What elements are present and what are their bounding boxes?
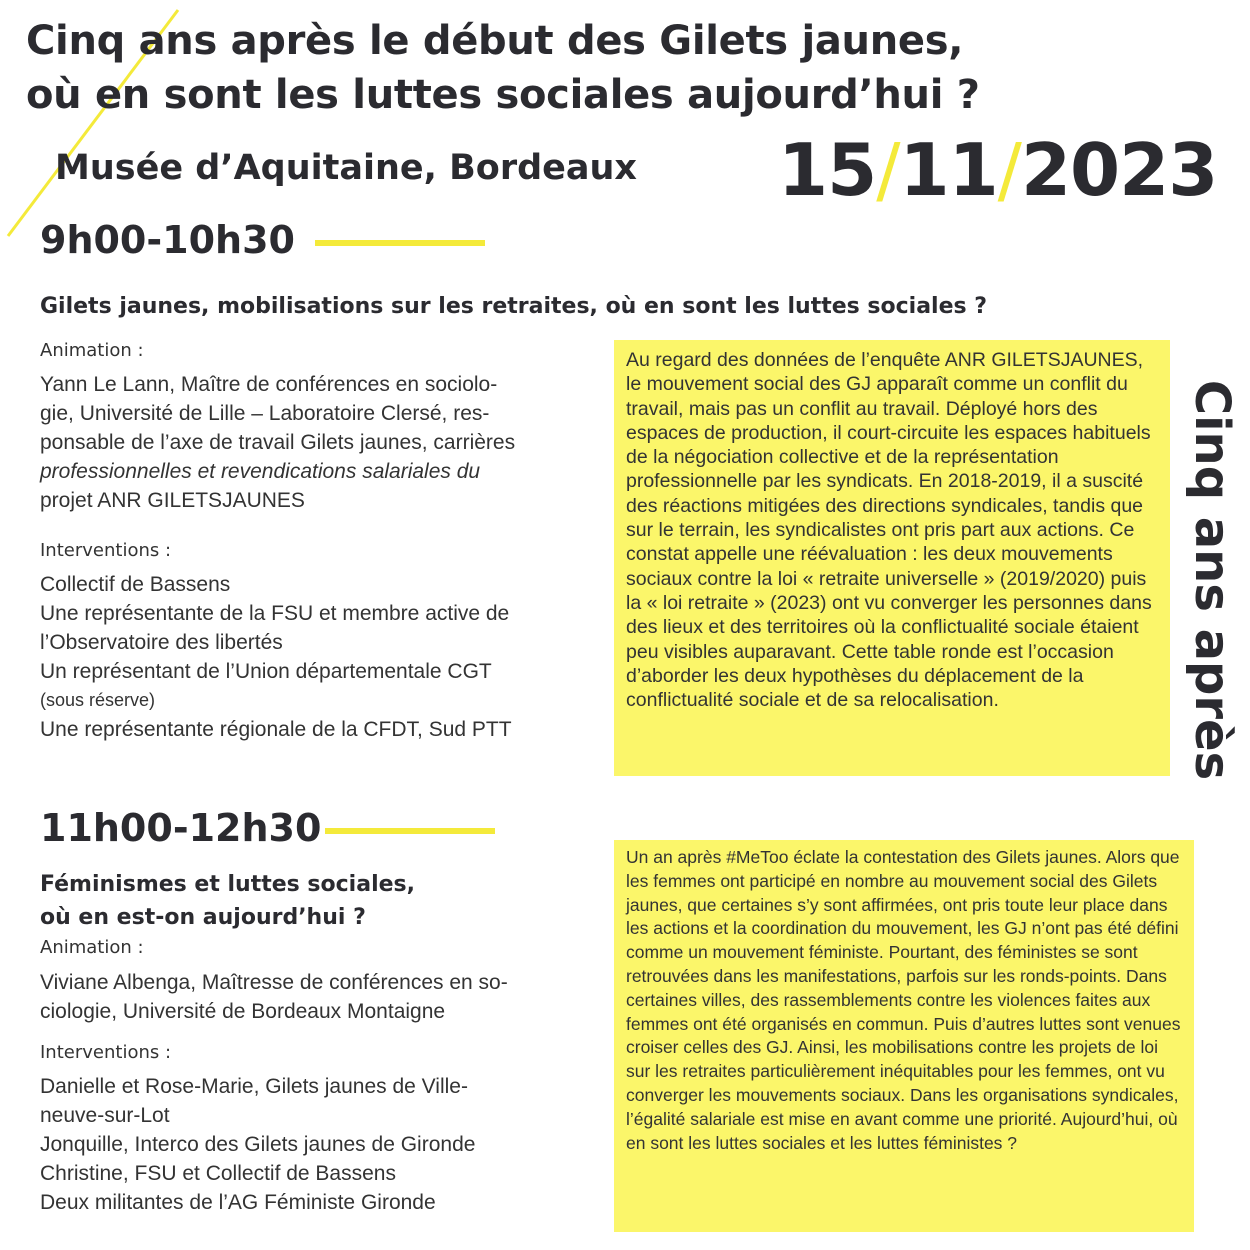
list-item: Christine, FSU et Collectif de Bassens: [40, 1162, 396, 1185]
session-2-time-underline: [325, 828, 495, 834]
session-1-animation-label: Animation :: [40, 340, 144, 361]
list-item: Une représentante de la FSU et membre active de: [40, 602, 510, 625]
text-line: ciologie, Université de Bordeaux Montaigne: [40, 1000, 446, 1023]
text-line: professionnelles et revendications salariales du: [40, 460, 481, 483]
text-line: ponsable de l’axe de travail Gilets jaunes, carrières: [40, 431, 516, 454]
side-label-container: [1170, 350, 1250, 810]
session-1-time: 9h00-10h30: [40, 218, 295, 262]
session-1-animation-text: [40, 370, 515, 515]
side-label: Cinq ans après: [1184, 379, 1240, 781]
session-1-summary-box: [614, 340, 1170, 776]
session-2-summary-box: [614, 840, 1194, 1232]
list-item: Danielle et Rose-Marie, Gilets jaunes de Ville-: [40, 1075, 468, 1098]
venue: Musée d’Aquitaine, Bordeaux: [55, 148, 638, 188]
session-2-title-line-2: où en est-on aujourd’hui ?: [40, 905, 366, 930]
session-2-time: 11h00-12h30: [40, 806, 322, 850]
list-item: Deux militantes de l’AG Féministe Gironde: [40, 1191, 436, 1214]
session-2-animation-text: [40, 968, 508, 1026]
list-item: (sous réserve): [40, 690, 156, 710]
text-line: Viviane Albenga, Maîtresse de conférences en so-: [40, 971, 508, 994]
date-year: 2023: [1020, 128, 1218, 212]
title-line-1: Cinq ans après le début des Gilets jaunes,: [26, 18, 964, 64]
session-1-summary: Au regard des données de l’enquête ANR GILETSJAUNES, le mouvement social des GJ apparaît comme un conflit du travail, mais pas un conflit au travail. Déployé hors des espaces de production, il court-circuite les espaces habituels de la négociation collective et de la représentation professionnelle par les syndicats. En 2018-2019, il a suscité des réactions mitigées des directions syndicales, tandis que sur le terrain, les syndicalistes ont pris part aux actions. Ce constat appelle une réévaluation : les deux mouvements sociaux contre la loi « retraite universelle » (2019/2020) puis la « loi retraite » (2023) ont vu converger les personnes dans des lieux et des territoires où la conflictualité sociale étaient peu visibles auparavant. Cette table ronde est l’occasion d’aborder les deux hypothèses du déplacement de la conflictualité sociale et de sa relocalisation.: [626, 349, 1152, 712]
session-2-interventions-label: Interventions :: [40, 1042, 172, 1063]
list-item: neuve-sur-Lot: [40, 1104, 170, 1127]
list-item: Collectif de Bassens: [40, 573, 231, 596]
session-2-animation-label: Animation :: [40, 937, 144, 958]
event-date: [778, 128, 1217, 212]
page-title: [26, 14, 1146, 122]
list-item: Une représentante régionale de la CFDT, Sud PTT: [40, 718, 512, 741]
list-item: l’Observatoire des libertés: [40, 631, 283, 654]
session-2-title-line-1: Féminismes et luttes sociales,: [40, 872, 415, 897]
title-line-2: où en sont les luttes sociales aujourd’hui ?: [26, 72, 980, 118]
date-separator-2: /: [997, 128, 1021, 212]
session-1-title: Gilets jaunes, mobilisations sur les retraites, où en sont les luttes sociales ?: [40, 294, 988, 319]
session-2-interventions-list: [40, 1072, 475, 1217]
list-item: Jonquille, Interco des Gilets jaunes de Gironde: [40, 1133, 476, 1156]
text-line: projet ANR GILETSJAUNES: [40, 489, 305, 512]
session-1-interventions-list: [40, 570, 512, 744]
session-2-summary: Un an après #MeToo éclate la contestation des Gilets jaunes. Alors que les femmes ont participé en nombre au mouvement social des Gilets jaunes, que certaines s’y sont affirmées, ont pris toute leur place dans les actions et la coordination du mouvement, les GJ n’ont pas été défini comme un mouvement féministe. Pourtant, des féministes se sont retrouvées dans les manifestations, parfois sur les ronds-points. Dans certaines villes, des rassemblements contre les violences faites aux femmes ont été organisés en commun. Puis d’autres luttes sont venues croiser celles des GJ. Ainsi, les mobilisations contre les projets de loi sur les retraites particulièrement inéquitables pour les femmes, ont vu converger les mouvements sociaux. Dans les organisations syndicales, l’égalité salariale est mise en avant comme une priorité. Aujourd’hui, où en sont les luttes sociales et les luttes féministes ?: [626, 847, 1181, 1153]
session-1-interventions-label: Interventions :: [40, 540, 172, 561]
text-line: Yann Le Lann, Maître de conférences en sociolo-: [40, 373, 498, 396]
date-day: 15: [778, 128, 877, 212]
session-2-title: [40, 868, 415, 934]
session-1-time-underline: [315, 240, 485, 246]
date-month: 11: [899, 128, 998, 212]
text-line: gie, Université de Lille – Laboratoire Clersé, res-: [40, 402, 490, 425]
list-item: Un représentant de l’Union départementale CGT: [40, 660, 492, 683]
date-separator-1: /: [876, 128, 900, 212]
